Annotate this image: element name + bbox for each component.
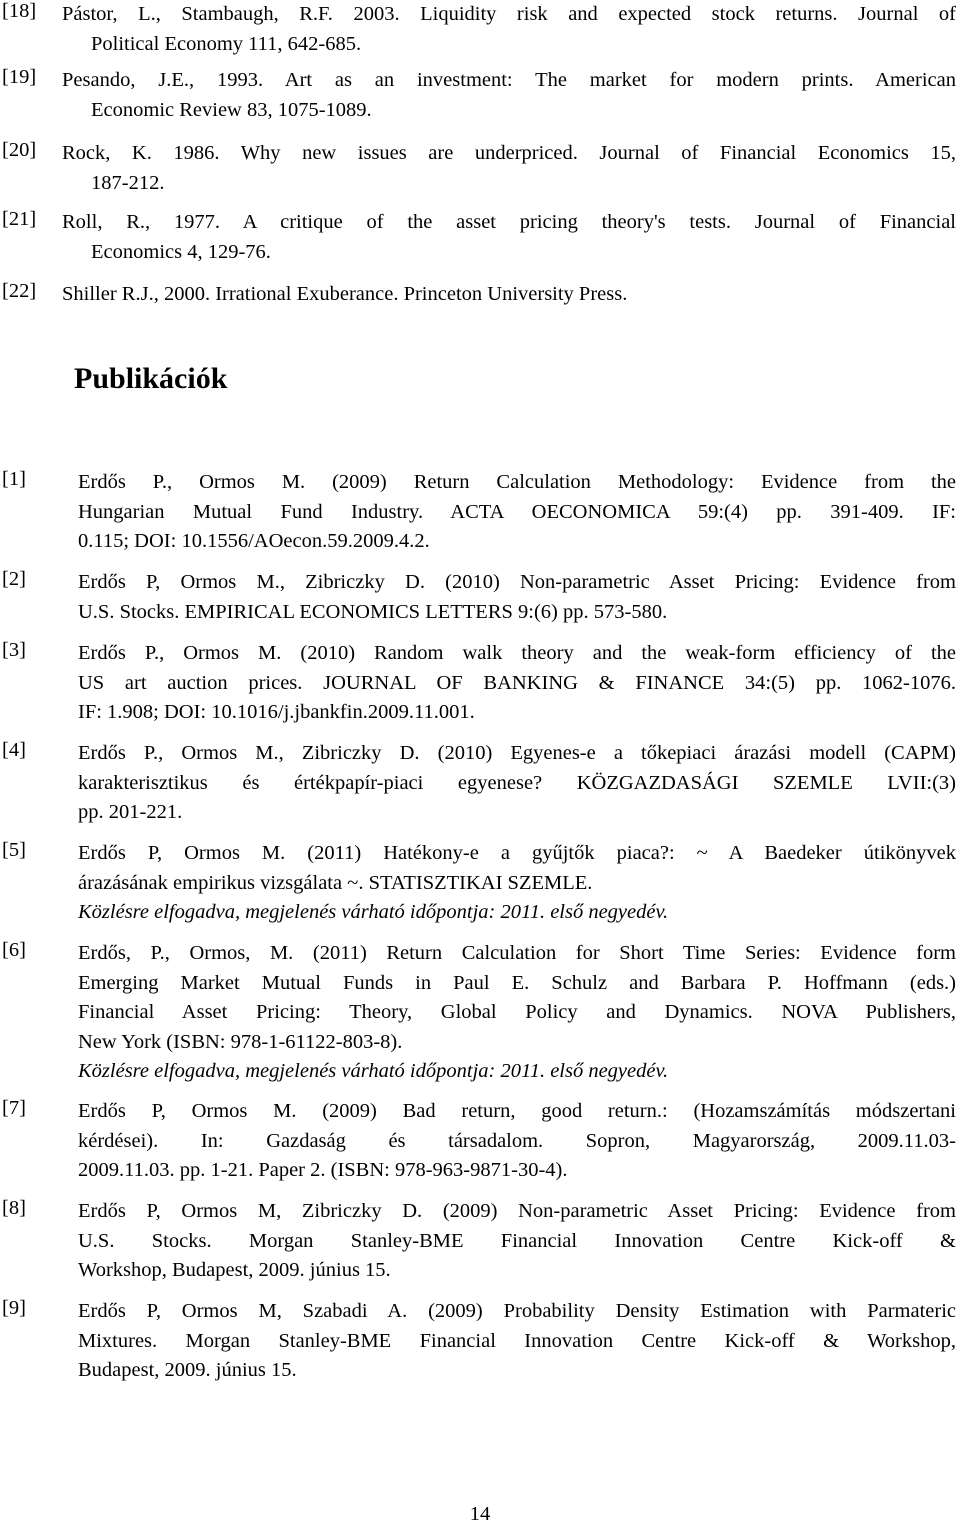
publication-text: 2009.11.03. pp. 1-21. Paper 2. (ISBN: 978-963-9871-30-4). xyxy=(78,1159,568,1181)
publication-number: [8] xyxy=(2,1197,26,1219)
reference-text: Pástor, L., Stambaugh, R.F. 2003. Liquidity risk and expected stock returns. Journal of xyxy=(62,3,956,25)
reference-text: Political Economy 111, 642-685. xyxy=(91,32,362,55)
publication-note: Közlésre elfogadva, megjelenés várható időpontja: 2011. első negyedév. xyxy=(78,901,669,923)
publication-text: Erdős P, Ormos M, Szabadi A. (2009) Probability Density Estimation with Parmateric xyxy=(78,1300,956,1322)
reference-text: Rock, K. 1986. Why new issues are underpriced. Journal of Financial Economics 15, xyxy=(62,142,956,164)
reference-text: Pesando, J.E., 1993. Art as an investment: The market for modern prints. American xyxy=(62,69,956,91)
publication-text: Financial Asset Pricing: Theory, Global Policy and Dynamics. NOVA Publishers, xyxy=(78,1001,956,1023)
publication-number: [1] xyxy=(2,468,26,490)
publication-text: árazásának empirikus vizsgálata ~. STATISZTIKAI SZEMLE. xyxy=(78,871,593,894)
publication-text: U.S. Stocks. Morgan Stanley-BME Financial Innovation Centre Kick-off & xyxy=(78,1229,956,1252)
publication-text: pp. 201-221. xyxy=(78,801,183,823)
publication-text: U.S. Stocks. EMPIRICAL ECONOMICS LETTERS 9:(6) pp. 573-580. xyxy=(78,600,668,623)
publication-number: [5] xyxy=(2,839,26,861)
publication-number: [6] xyxy=(2,939,26,961)
publication-number: [3] xyxy=(2,639,26,661)
publication-text: Hungarian Mutual Fund Industry. ACTA OECONOMICA 59:(4) pp. 391-409. IF: xyxy=(78,500,956,523)
reference-number: [18] xyxy=(2,0,37,22)
publication-text: Mixtures. Morgan Stanley-BME Financial Innovation Centre Kick-off & Workshop, xyxy=(78,1329,956,1352)
reference-number: [21] xyxy=(2,208,37,230)
reference-text: Shiller R.J., 2000. Irrational Exuberance. Princeton University Press. xyxy=(62,283,628,305)
publication-text: Emerging Market Mutual Funds in Paul E. Schulz and Barbara P. Hoffmann (eds.) xyxy=(78,971,956,994)
reference-number: [20] xyxy=(2,139,37,161)
reference-text: Roll, R., 1977. A critique of the asset pricing theory's tests. Journal of Financial xyxy=(62,211,956,233)
page-number: 14 xyxy=(469,1503,491,1525)
reference-text: Economics 4, 129-76. xyxy=(91,240,271,263)
publication-text: Erdős P., Ormos M. (2010) Random walk theory and the weak-form efficiency of the xyxy=(78,642,956,664)
reference-number: [19] xyxy=(2,66,37,88)
publication-text: kérdései). In: Gazdaság és társadalom. Sopron, Magyarország, 2009.11.03- xyxy=(78,1129,956,1152)
publication-text: US art auction prices. JOURNAL OF BANKING & FINANCE 34:(5) pp. 1062-1076. xyxy=(78,671,956,694)
publication-text: New York (ISBN: 978-1-61122-803-8). xyxy=(78,1030,403,1053)
reference-text: 187-212. xyxy=(91,171,165,194)
publication-text: Erdős P, Ormos M, Zibriczky D. (2009) Non-parametric Asset Pricing: Evidence from xyxy=(78,1200,956,1222)
publication-text: Erdős P., Ormos M. (2009) Return Calculation Methodology: Evidence from the xyxy=(78,471,956,493)
reference-number: [22] xyxy=(2,280,37,302)
publication-number: [4] xyxy=(2,739,26,761)
publication-number: [7] xyxy=(2,1097,26,1119)
reference-text: Economic Review 83, 1075-1089. xyxy=(91,98,372,121)
publication-text: Erdős P, Ormos M. (2011) Hatékony-e a gyűjtők piaca?: ~ A Baedeker útikönyvek xyxy=(78,842,956,864)
publication-number: [2] xyxy=(2,568,26,590)
publication-text: Budapest, 2009. június 15. xyxy=(78,1359,297,1381)
publication-text: 0.115; DOI: 10.1556/AOecon.59.2009.4.2. xyxy=(78,530,430,552)
publication-text: karakterisztikus és értékpapír-piaci egyenese? KÖZGAZDASÁGI SZEMLE LVII:(3) xyxy=(78,771,956,794)
publication-text: Erdős P, Ormos M., Zibriczky D. (2010) Non-parametric Asset Pricing: Evidence from xyxy=(78,571,956,593)
publication-text: Erdős P., Ormos M., Zibriczky D. (2010) Egyenes-e a tőkepiaci árazási modell (CAPM) xyxy=(78,742,956,764)
publication-text: Erdős, P., Ormos, M. (2011) Return Calculation for Short Time Series: Evidence form xyxy=(78,942,956,964)
publication-text: Erdős P, Ormos M. (2009) Bad return, good return.: (Hozamszámítás módszertani xyxy=(78,1100,956,1122)
publication-note: Közlésre elfogadva, megjelenés várható időpontja: 2011. első negyedév. xyxy=(78,1060,669,1082)
publication-text: Workshop, Budapest, 2009. június 15. xyxy=(78,1259,391,1281)
publication-text: IF: 1.908; DOI: 10.1016/j.jbankfin.2009.11.001. xyxy=(78,701,475,723)
publication-number: [9] xyxy=(2,1297,26,1319)
section-heading: Publikációk xyxy=(74,362,228,395)
